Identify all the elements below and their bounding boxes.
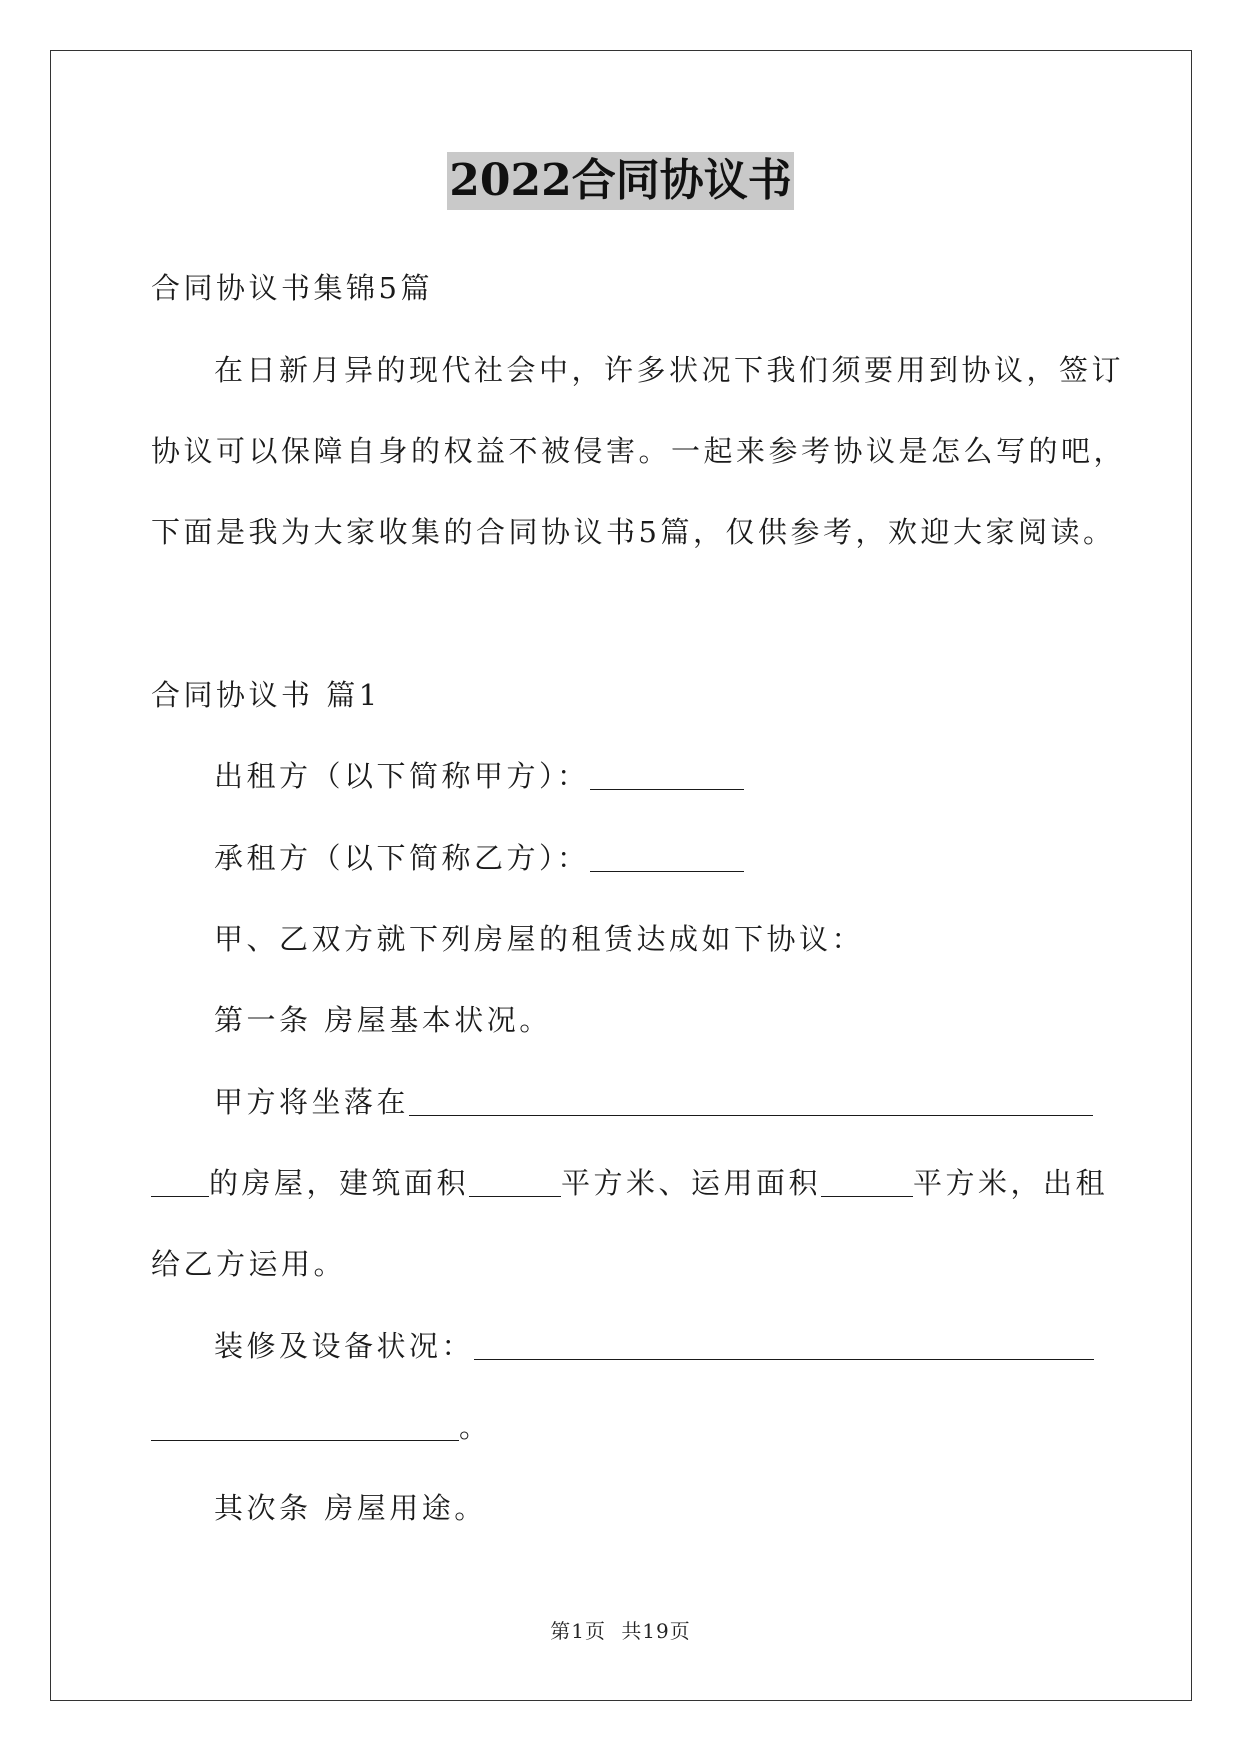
section-heading: 合同协议书 篇1 — [151, 678, 381, 712]
decoration-blank — [474, 1329, 1094, 1360]
subtitle: 合同协议书集锦5篇 — [151, 271, 433, 305]
area-unit-1: 平方米、运用面积 — [561, 1166, 822, 1200]
article-2: 其次条 房屋用途。 — [214, 1491, 487, 1525]
usable-area-blank — [821, 1166, 913, 1197]
area-line — [151, 1163, 1108, 1203]
page-number: 第1页 — [550, 1619, 606, 1643]
area-unit-2: 平方米，出租 — [913, 1166, 1109, 1200]
page-total: 共19页 — [621, 1619, 691, 1643]
article-1: 第一条 房屋基本状况。 — [214, 1003, 552, 1037]
location-blank-cont — [151, 1166, 209, 1197]
location-line — [214, 1082, 1093, 1122]
lessor-label: 出租方（以下简称甲方）： — [214, 759, 590, 793]
lessee-label: 承租方（以下简称乙方）： — [214, 841, 590, 875]
intro-line-2: 协议可以保障自身的权益不被侵害。一起来参考协议是怎么写的吧， — [151, 434, 1127, 468]
decoration-blank-cont — [151, 1410, 459, 1441]
house-text: 的房屋，建筑面积 — [209, 1166, 470, 1200]
page-footer — [0, 1615, 1241, 1644]
agreement-line: 甲、乙双方就下列房屋的租赁达成如下协议： — [214, 922, 865, 956]
lessor-line — [214, 756, 744, 796]
intro-line-3: 下面是我为大家收集的合同协议书5篇，仅供参考，欢迎大家阅读。 — [151, 515, 1116, 549]
lessee-blank — [590, 841, 744, 872]
decoration-label: 装修及设备状况： — [214, 1329, 475, 1363]
location-label: 甲方将坐落在 — [214, 1085, 410, 1119]
decoration-cont-line — [151, 1407, 492, 1447]
title-wrap — [0, 152, 1241, 210]
lease-to-line: 给乙方运用。 — [151, 1247, 347, 1281]
building-area-blank — [469, 1166, 561, 1197]
document-title: 2022合同协议书 — [447, 152, 793, 210]
decoration-period: 。 — [459, 1410, 492, 1444]
lessee-line — [214, 838, 744, 878]
lessor-blank — [590, 759, 744, 790]
location-blank — [409, 1085, 1093, 1116]
intro-line-1: 在日新月异的现代社会中，许多状况下我们须要用到协议，签订 — [214, 353, 1125, 387]
decoration-line — [214, 1326, 1094, 1366]
